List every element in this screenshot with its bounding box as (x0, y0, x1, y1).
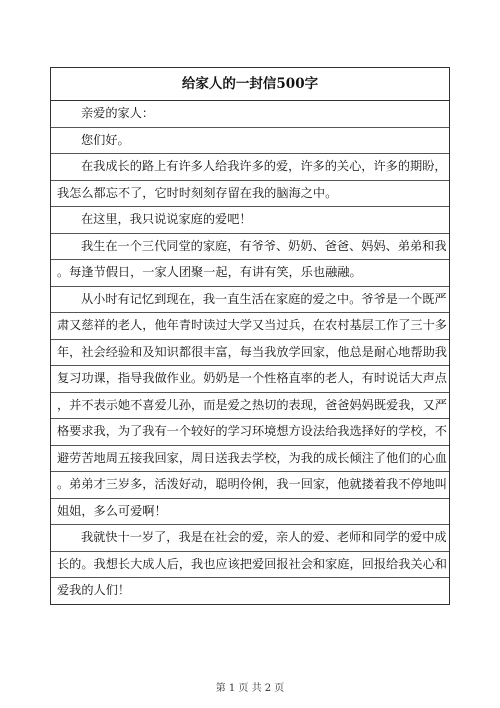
paragraph-3-line-1: 我生在一个三代同堂的家庭，有爷爷、奶奶、爸爸、妈妈、弟弟和我 (51, 234, 449, 261)
paragraph-5-line-2: 长的。我想长大成人后，我也应该把爱回报社会和家庭，回报给我关心和 (51, 552, 449, 579)
paragraph-4-line-1: 从小时有记忆到现在，我一直生活在家庭的爱之中。爷爷是一个既严 (51, 287, 449, 314)
paragraph-4-line-7: 避劳苦地周五接我回家，周日送我去学校，为我的成长倾注了他们的心血 (51, 446, 449, 473)
paragraph-4-line-5: ，并不表示她不喜爱儿孙，而是爱之热切的表现，爸爸妈妈既爱我，又严 (51, 393, 449, 420)
paragraph-4-line-2: 肃又慈祥的老人，他年青时读过大学又当过兵，在农村基层工作了三十多 (51, 313, 449, 340)
paragraph-4-line-8: 。弟弟才三岁多，活泼好动，聪明伶俐，我一回家，他就搂着我不停地叫 (51, 472, 449, 499)
document-title: 给家人的一封信500字 (51, 68, 449, 101)
paragraph-4-line-6: 格要求我，为了我有一个较好的学习环境想方设法给我选择好的学校，不 (51, 419, 449, 446)
salutation-line: 亲爱的家人： (51, 101, 449, 128)
paragraph-5-line-3: 爱我的人们！ (57, 583, 131, 597)
letter-table (50, 67, 450, 605)
greeting-line: 您们好。 (51, 128, 449, 155)
paragraph-5-line-1: 我就快十一岁了，我是在社会的爱，亲人的爱、老师和同学的爱中成 (51, 525, 449, 552)
page-indicator: 第 1 页 共 2 页 (215, 683, 285, 694)
paragraph-4-line-3: 年，社会经验和及知识都很丰富，每当我放学回家，他总是耐心地帮助我 (51, 340, 449, 367)
paragraph-4-line-4: 复习功课，指导我做作业。奶奶是一个性格直率的老人，有时说话大声点 (51, 366, 449, 393)
paragraph-1-line-1: 在我成长的路上有许多人给我许多的爱，许多的关心，许多的期盼， (51, 154, 449, 181)
paragraph-4-line-9: 姐姐，多么可爱啊！ (51, 499, 449, 526)
paragraph-1-line-2: 我怎么都忘不了，它时时刻刻存留在我的脑海之中。 (51, 181, 449, 208)
paragraph-3-line-2: 。每逢节假日，一家人团聚一起，有讲有笑，乐也融融。 (51, 260, 449, 287)
paragraph-2-line-1: 在这里，我只说说家庭的爱吧！ (51, 207, 449, 234)
